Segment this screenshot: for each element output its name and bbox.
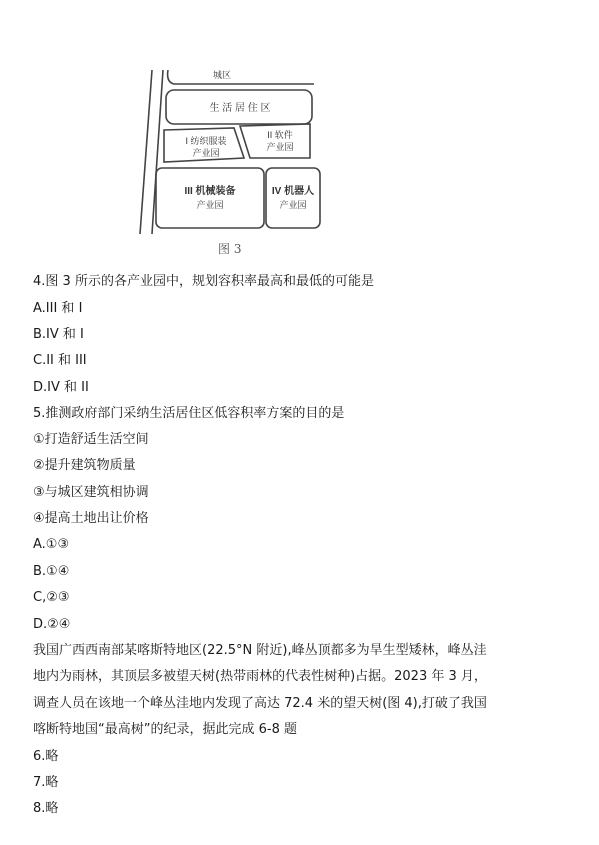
q5-item-3: ③与城区建筑相协调 <box>33 485 149 500</box>
zone-ii-label-1: II 软件 <box>267 130 293 140</box>
q4-option-c: C.II 和 III <box>33 353 87 368</box>
q4-option-b: B.IV 和 I <box>33 327 84 342</box>
q5-option-b: B.①④ <box>33 564 70 579</box>
passage-line-3: 调查人员在该地一个峰丛洼地内发现了高达 72.4 米的望天树(图 4),打破了我国 <box>33 696 487 711</box>
q5-item-1: ①打造舒适生活空间 <box>33 432 149 447</box>
road-left-inner <box>152 70 163 234</box>
industrial-park-map <box>130 62 330 240</box>
passage-line-2: 地内为雨林，其顶层多被望天树(热带雨林的代表性树种)占据。2023 年 3 月， <box>33 669 487 684</box>
q4-option-a: A.III 和 I <box>33 301 83 316</box>
zone-iv-outline <box>266 168 320 228</box>
q5-option-a: A.①③ <box>33 537 70 552</box>
zone-iv-label-2: 产业园 <box>279 200 307 210</box>
q4-stem: 4.图 3 所示的各产业园中，规划容积率最高和最低的可能是 <box>33 274 374 289</box>
q4-option-d: D.IV 和 II <box>33 380 89 395</box>
zone-iv-label-1: IV 机器人 <box>271 186 315 197</box>
zone-iii-outline <box>156 168 264 228</box>
zone-ii-label-2: 产业园 <box>266 142 294 152</box>
zone-iii-label-2: 产业园 <box>196 200 224 210</box>
residential-label: 生 活 居 住 区 <box>209 103 271 114</box>
q8-stub: 8.略 <box>33 801 59 816</box>
road-left <box>140 70 152 234</box>
q5-item-4: ④提高土地出让价格 <box>33 511 149 526</box>
zone-iii-label-1: III 机械装备 <box>184 186 236 197</box>
zone-i-label-2: 产业园 <box>192 148 220 158</box>
passage-line-1: 我国广西西南部某喀斯特地区(22.5°N 附近),峰丛顶都多为旱生型矮林，峰丛洼 <box>33 643 487 658</box>
q5-stem: 5.推测政府部门采纳生活居住区低容积率方案的目的是 <box>33 406 345 421</box>
q5-item-2: ②提升建筑物质量 <box>33 458 136 473</box>
q5-option-d: D.②④ <box>33 617 71 632</box>
road-top <box>168 70 314 84</box>
q6-stub: 6.略 <box>33 749 59 764</box>
zone-i-label-1: I 纺织服装 <box>185 136 227 146</box>
q7-stub: 7.略 <box>33 775 59 790</box>
passage-line-4: 喀断特地国“最高树”的纪录，据此完成 6-8 题 <box>33 722 297 737</box>
city-label: 城区 <box>212 70 232 80</box>
q5-option-c: C,②③ <box>33 590 70 605</box>
figure-caption: 图 3 <box>218 242 242 256</box>
